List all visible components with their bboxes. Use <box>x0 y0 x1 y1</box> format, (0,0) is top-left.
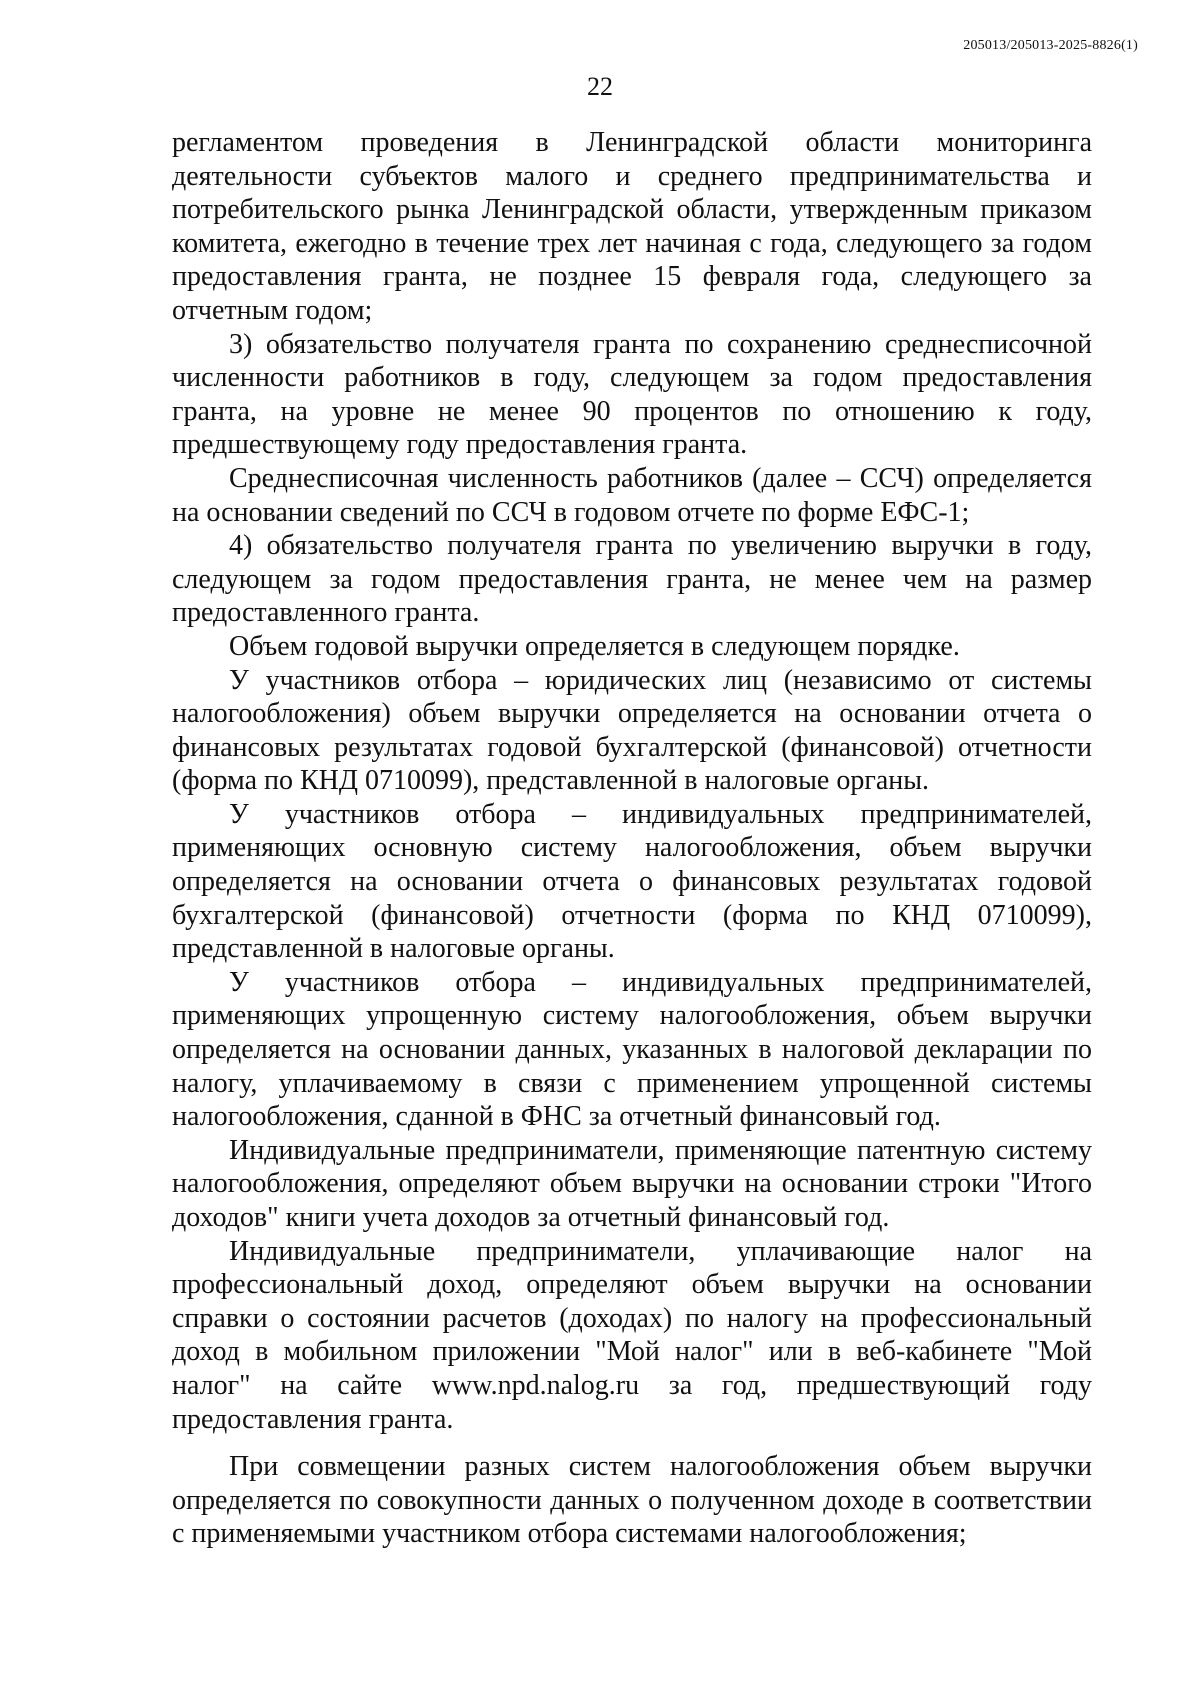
page-number: 22 <box>587 72 613 101</box>
paragraph: Индивидуальные предприниматели, применяющие патентную систему налогообложения, определяют объем выручки на основании строки "Итого доходов" книги учета доходов за отчетный финансовый год. <box>172 1134 1092 1233</box>
document-id: 205013/205013-2025-8826(1) <box>963 38 1138 53</box>
paragraph: У участников отбора – индивидуальных предпринимателей, применяющих основную систему налогообложения, объем выручки определяется на основании отчета о финансовых результатах годовой бухгалтерской (финансовой) отчетности (форма по КНД 0710099), представленной в налоговые органы. <box>172 798 1092 965</box>
paragraph: 3) обязательство получателя гранта по сохранению среднесписочной численности работников в году, следующем за годом предоставления гранта, на уровне не менее 90 процентов по отношению к году, предшествующему году предоставления гранта. <box>172 328 1092 461</box>
paragraph: У участников отбора – индивидуальных предпринимателей, применяющих упрощенную систему налогообложения, объем выручки определяется на основании данных, указанных в налоговой декларации по налогу, уплачиваемому в связи с применением упрощенной системы налогообложения, сданной в ФНС за отчетный финансовый год. <box>172 966 1092 1133</box>
paragraph: Объем годовой выручки определяется в следующем порядке. <box>229 630 960 662</box>
paragraph: У участников отбора – юридических лиц (независимо от системы налогообложения) объем выручки определяется на основании отчета о финансовых результатах годовой бухгалтерской (финансовой) отчетности (форма по КНД 0710099), представленной в налоговые органы. <box>172 664 1092 797</box>
paragraph: Индивидуальные предприниматели, уплачивающие налог на профессиональный доход, определяют объем выручки на основании справки о состоянии расчетов (доходах) по налогу на профессиональный доход в мобильном приложении "Мой налог" или в веб-кабинете "Мой налог" на сайте www.npd.nalog.ru за год, предшествующий году предоставления гранта. <box>172 1235 1092 1435</box>
paragraph: 4) обязательство получателя гранта по увеличению выручки в году, следующем за годом предоставления гранта, не менее чем на размер предоставленного гранта. <box>172 530 1092 629</box>
paragraph: При совмещении разных систем налогообложения объем выручки определяется по совокупности данных о полученном доходе в соответствии с применяемыми участником отбора системами налогообложения; <box>172 1451 1092 1550</box>
document-body <box>172 126 1092 1551</box>
paragraph: регламентом проведения в Ленинградской области мониторинга деятельности субъектов малого и среднего предпринимательства и потребительского рынка Ленинградской области, утвержденным приказом комитета, ежегодно в течение трех лет начиная с года, следующего за годом предоставления гранта, не позднее 15 февраля года, следующего за отчетным годом; <box>172 127 1092 326</box>
paragraph: Среднесписочная численность работников (далее – ССЧ) определяется на основании сведений по ССЧ в годовом отчете по форме ЕФС-1; <box>172 462 1092 528</box>
